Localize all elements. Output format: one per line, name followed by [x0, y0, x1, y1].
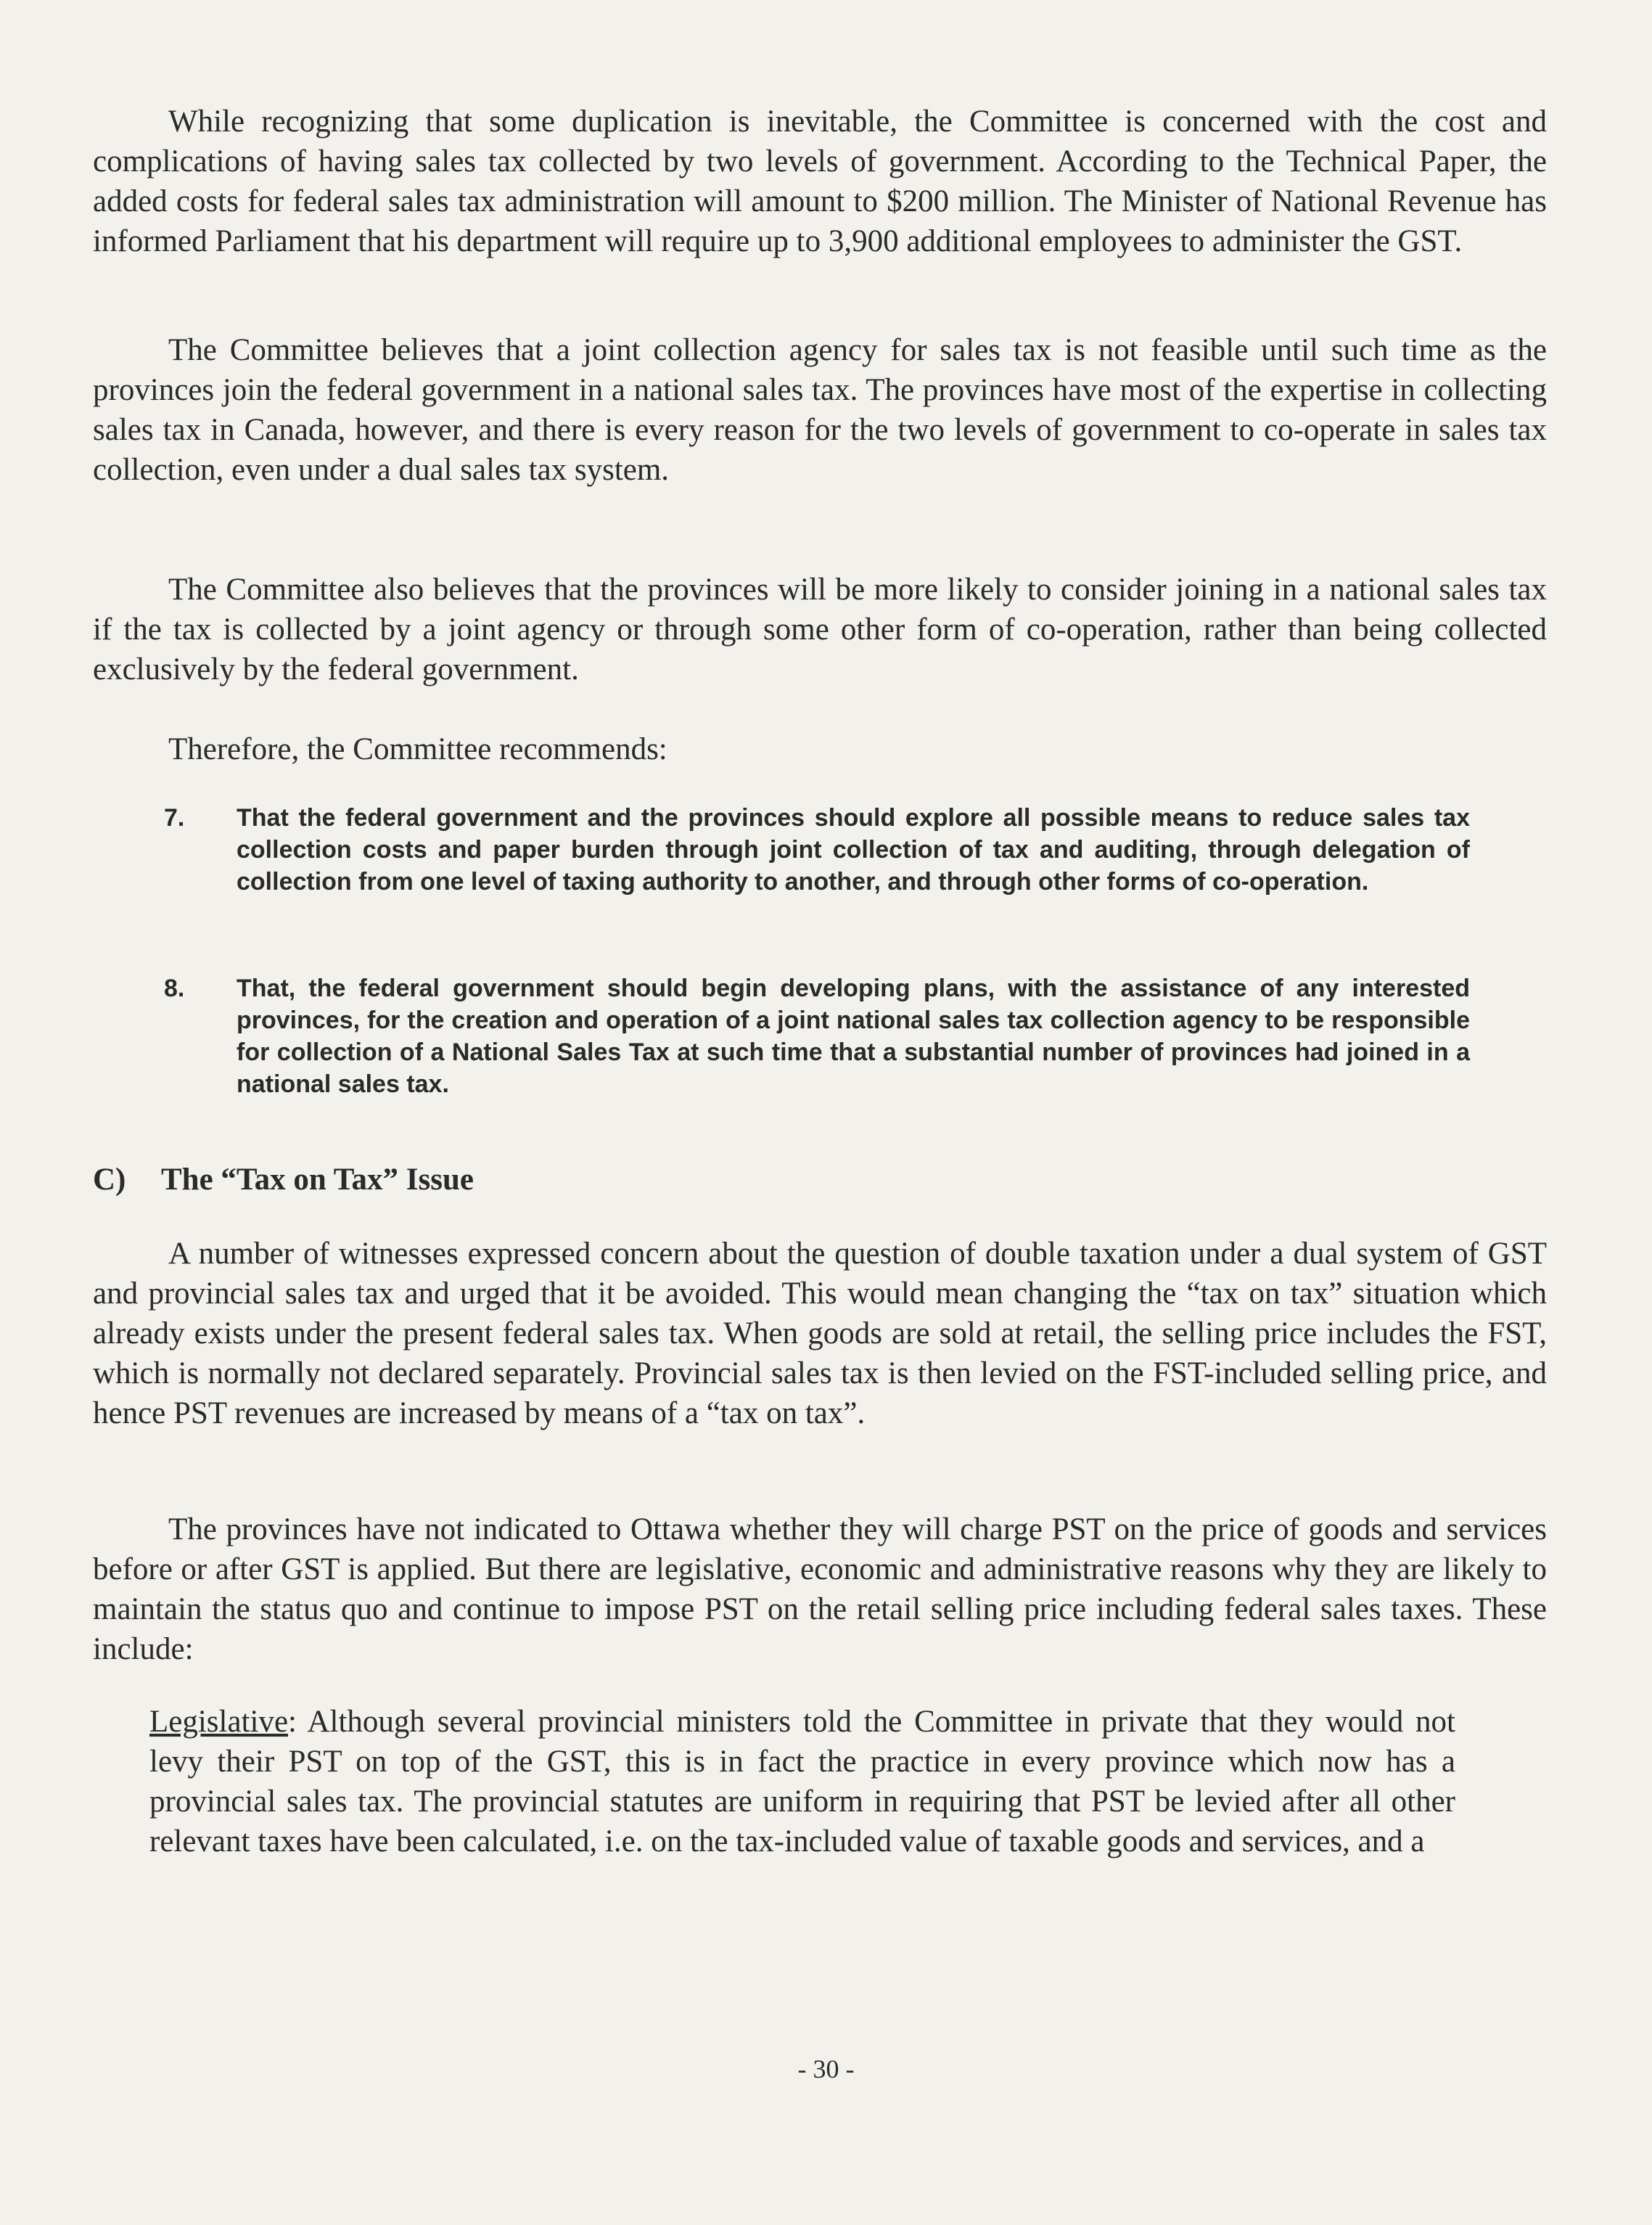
legislative-text: : Although several provincial ministers told the Committee in private that they would not levy their PST on top of the GST, this is in fact the practice in every province which now has a provincial sales tax. The provincial statutes are uniform in requiring that PST be levied after all other relevant taxes have been calculated, i.e. on the tax-included value of taxable goods and services, and a [149, 1705, 1455, 1859]
paragraph-provinces-joining: The Committee also believes that the provinces will be more likely to consider joining in a national sales tax if the tax is collected by a joint agency or through some other form of co-operation, rather than being collected exclusively by the federal government. [93, 573, 1547, 687]
paragraph-recommends-intro: Therefore, the Committee recommends: [168, 732, 667, 766]
section-letter: C) [93, 1163, 126, 1197]
recommendation-text: That, the federal government should begin developing plans, with the assistance of any interested provinces, for the creation and operation of a joint national sales tax collection agency to be responsible for collection of a National Sales Tax at such time that a substantial number of provinces had joined in a national sales tax. [237, 975, 1470, 1098]
paragraph-double-taxation: A number of witnesses expressed concern about the question of double taxation under a dual system of GST and provincial sales tax and urged that it be avoided. This would mean changing the “tax on tax” situation which already exists under the present federal sales tax. When goods are sold at retail, the selling price includes the FST, which is normally not declared separately. Provincial sales tax is then levied on the FST-included selling price, and hence PST revenues are increased by means of a “tax on tax”. [93, 1237, 1547, 1430]
legislative-term: Legislative [149, 1705, 289, 1739]
paragraph-provinces-status-quo: The provinces have not indicated to Ottawa whether they will charge PST on the price of goods and services before or after GST is applied. But there are legislative, economic and administrative reasons why they are likely to maintain the status quo and continue to impose PST on the retail selling price including federal sales taxes. These include: [93, 1512, 1547, 1666]
recommendation-text: That the federal government and the provinces should explore all possible means to reduce sales tax collection costs and paper burden through joint collection of tax and auditing, through delegation of collection from one level of taxing authority to another, and through other forms of co-operation. [237, 804, 1470, 896]
section-heading [93, 1160, 474, 1200]
page-number: - 30 - [797, 2054, 855, 2083]
recommendation-number: 7. [164, 804, 185, 832]
section-title: The “Tax on Tax” Issue [161, 1163, 474, 1197]
recommendation-7 [164, 802, 1470, 933]
paragraph-duplication-costs: While recognizing that some duplication is inevitable, the Committee is concerned with the cost and complications of having sales tax collected by two levels of government. According to the Technical Paper, the added costs for federal sales tax administration will amount to $200 million. The Minister of National Revenue has informed Parliament that his department will require up to 3,900 additional employees to administer the GST. [93, 105, 1547, 258]
recommendation-number: 8. [164, 975, 185, 1002]
paragraph-joint-collection-agency: The Committee believes that a joint collection agency for sales tax is not feasible until such time as the provinces join the federal government in a national sales tax. The provinces have most of the expertise in collecting sales tax in Canada, however, and there is every reason for the two levels of government to co-operate in sales tax collection, even under a dual sales tax system. [93, 333, 1547, 487]
recommendation-8 [164, 972, 1470, 1103]
paragraph-legislative-reason [149, 1702, 1455, 1861]
